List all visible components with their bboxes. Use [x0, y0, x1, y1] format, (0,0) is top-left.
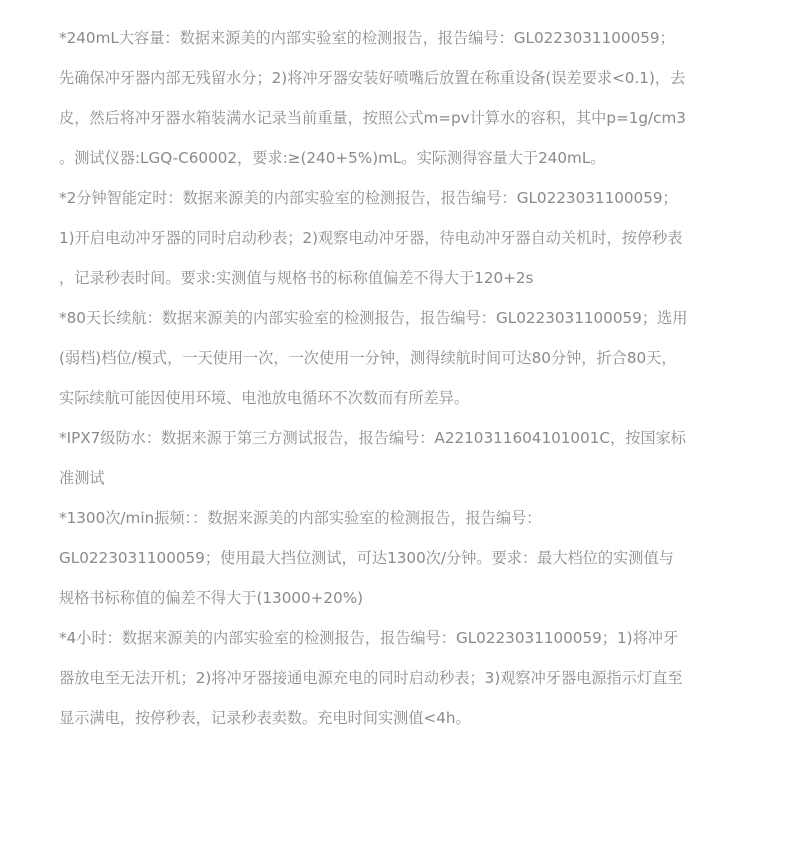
note-line: *80天长续航：数据来源美的内部实验室的检测报告，报告编号：GL0223031100059；选用 — [59, 309, 688, 327]
note-line: ，记录秒表时间。要求:实测值与规格书的标称值偏差不得大于120+2s — [59, 269, 534, 287]
note-line: 。测试仪器:LGQ-C60002，要求:≥(240+5%)mL。实际测得容量大于240mL。 — [59, 149, 606, 167]
note-line: *2分钟智能定时：数据来源美的内部实验室的检测报告，报告编号：GL0223031100059； — [59, 189, 678, 207]
note-line: 显示满电，按停秒表，记录秒表卖数。充电时间实测值<4h。 — [59, 709, 471, 727]
note-line: 先确保冲牙器内部无残留水分；2)将冲牙器安装好喷嘴后放置在称重设备(误差要求<0.1)，去 — [59, 69, 686, 87]
note-line: *1300次/min振频：：数据来源美的内部实验室的检测报告，报告编号： — [59, 509, 542, 527]
note-line: (弱档)档位/模式，一天使用一次，一次使用一分钟，测得续航时间可达80分钟，折合80天， — [59, 349, 677, 367]
note-line: 皮，然后将冲牙器水箱装满水记录当前重量，按照公式m=pv计算水的容积，其中p=1g/cm3 — [59, 109, 686, 127]
note-line: *4小时：数据来源美的内部实验室的检测报告，报告编号：GL0223031100059；1)将冲牙 — [59, 629, 679, 647]
note-line: GL0223031100059；使用最大挡位测试，可达1300次/分钟。要求：最大档位的实测值与 — [59, 549, 674, 567]
note-line: *IPX7级防水：数据来源于第三方测试报告，报告编号：A2210311604101001C，按国家标 — [59, 429, 686, 447]
note-line: 准测试 — [59, 469, 105, 487]
note-line: 规格书标称值的偏差不得大于(13000+20%) — [59, 589, 364, 607]
note-line: 1)开启电动冲牙器的同时启动秒表；2)观察电动冲牙器，待电动冲牙器自动关机时，按停秒表 — [59, 229, 683, 247]
note-line: 器放电至无法开机；2)将冲牙器接通电源充电的同时启动秒表；3)观察冲牙器电源指示灯直至 — [59, 669, 683, 687]
note-line: *240mL大容量：数据来源美的内部实验室的检测报告，报告编号：GL0223031100059； — [59, 29, 675, 47]
note-line: 实际续航可能因使用环境、电池放电循环不次数而有所差异。 — [59, 389, 470, 407]
